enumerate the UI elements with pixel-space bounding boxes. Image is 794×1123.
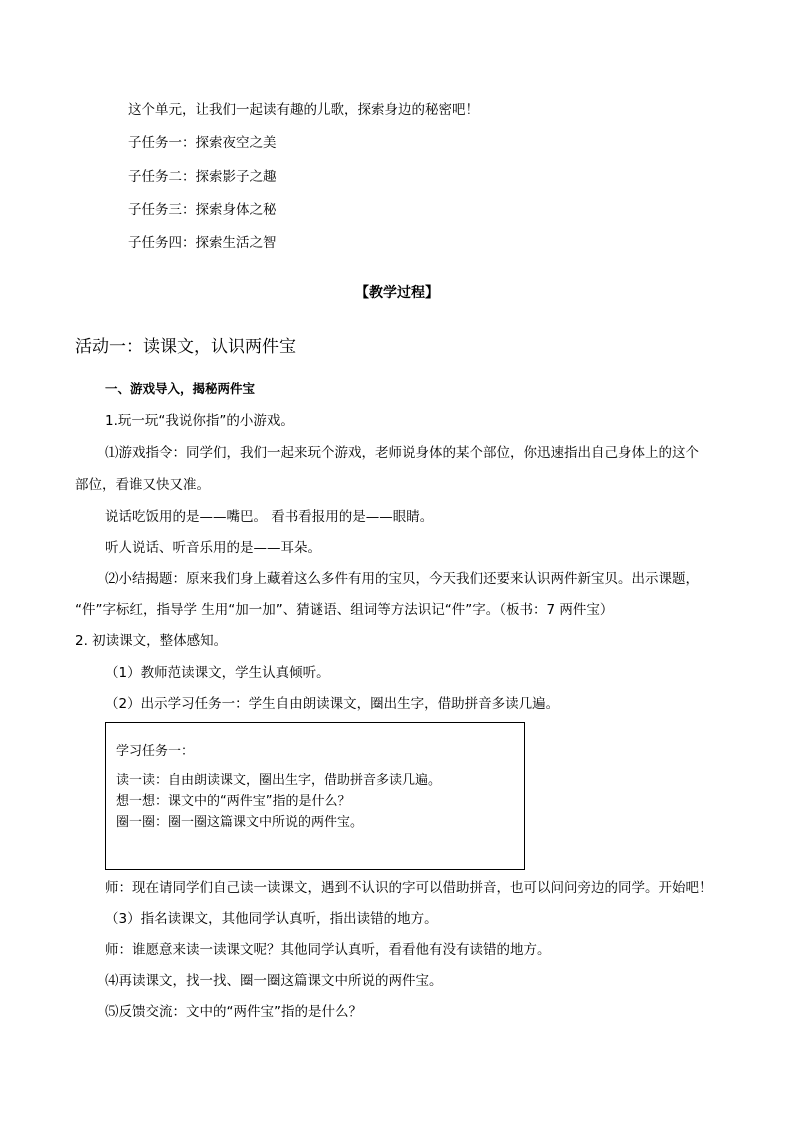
sub-item-2: （2）出示学习任务一：学生自由朗读课文，圈出生字，借助拼音多读几遍。: [105, 696, 560, 712]
task-box: [105, 722, 525, 870]
subtask-4: 子任务四：探索生活之智: [128, 235, 277, 251]
teacher-line-1: 师：现在请同学们自己读一读课文，遇到不认识的字可以借助拼音，也可以问问旁边的同学。开始吧！: [105, 880, 713, 896]
sub-item-1: （1）教师范读课文，学生认真倾听。: [105, 665, 330, 681]
intro-lead: 这个单元，让我们一起读有趣的儿歌，探索身边的秘密吧！: [128, 102, 479, 118]
item-2: 2. 初读课文，整体感知。: [75, 633, 228, 649]
activity-title: 活动一：读课文，认识两件宝: [75, 337, 296, 357]
sub-item-4: ⑷再读课文，找一找、圈一圈这篇课文中所说的两件宝。: [105, 973, 443, 989]
item-1: 1.玩一玩“我说你指”的小游戏。: [105, 413, 294, 429]
step-2-line-a: ⑵小结揭题：原来我们身上藏着这么多件有用的宝贝，今天我们还要来认识两件新宝贝。出示课题，: [105, 571, 699, 587]
example-2: 听人说话、听音乐用的是——耳朵。: [105, 540, 321, 556]
subtask-3: 子任务三：探索身体之秘: [128, 202, 277, 218]
section-heading: 【教学过程】: [355, 285, 439, 301]
sub-item-3: （3）指名读课文，其他同学认真听，指出读错的地方。: [105, 911, 438, 927]
step-1-line-b: 部位，看谁又快又准。: [75, 477, 210, 493]
task-box-line-3: 圈一圈：圈一圈这篇课文中所说的两件宝。: [116, 815, 364, 830]
task-box-title: 学习任务一：: [116, 744, 195, 759]
sub-item-5: ⑸反馈交流：文中的“两件宝”指的是什么？: [105, 1004, 362, 1020]
teacher-line-2: 师：谁愿意来读一读课文呢？其他同学认真听，看看他有没有读错的地方。: [105, 942, 551, 958]
task-box-line-2: 想一想：课文中的“两件宝”指的是什么？: [116, 794, 351, 809]
task-box-line-1: 读一读：自由朗读课文，圈出生字，借助拼音多读几遍。: [116, 773, 442, 788]
example-1: 说话吃饭用的是——嘴巴。 看书看报用的是——眼睛。: [105, 509, 434, 525]
subtask-2: 子任务二：探索影子之趣: [128, 169, 277, 185]
subtask-1: 子任务一：探索夜空之美: [128, 135, 277, 151]
step-2-line-b: “件”字标红，指导学 生用“加一加”、猜谜语、组词等方法识记“件”字。（板书：7 两件宝）: [75, 602, 614, 618]
part1-heading: 一、游戏导入，揭秘两件宝: [105, 381, 256, 396]
step-1-line-a: ⑴游戏指令：同学们，我们一起来玩个游戏，老师说身体的某个部位，你迅速指出自己身体上的这个: [105, 445, 699, 461]
